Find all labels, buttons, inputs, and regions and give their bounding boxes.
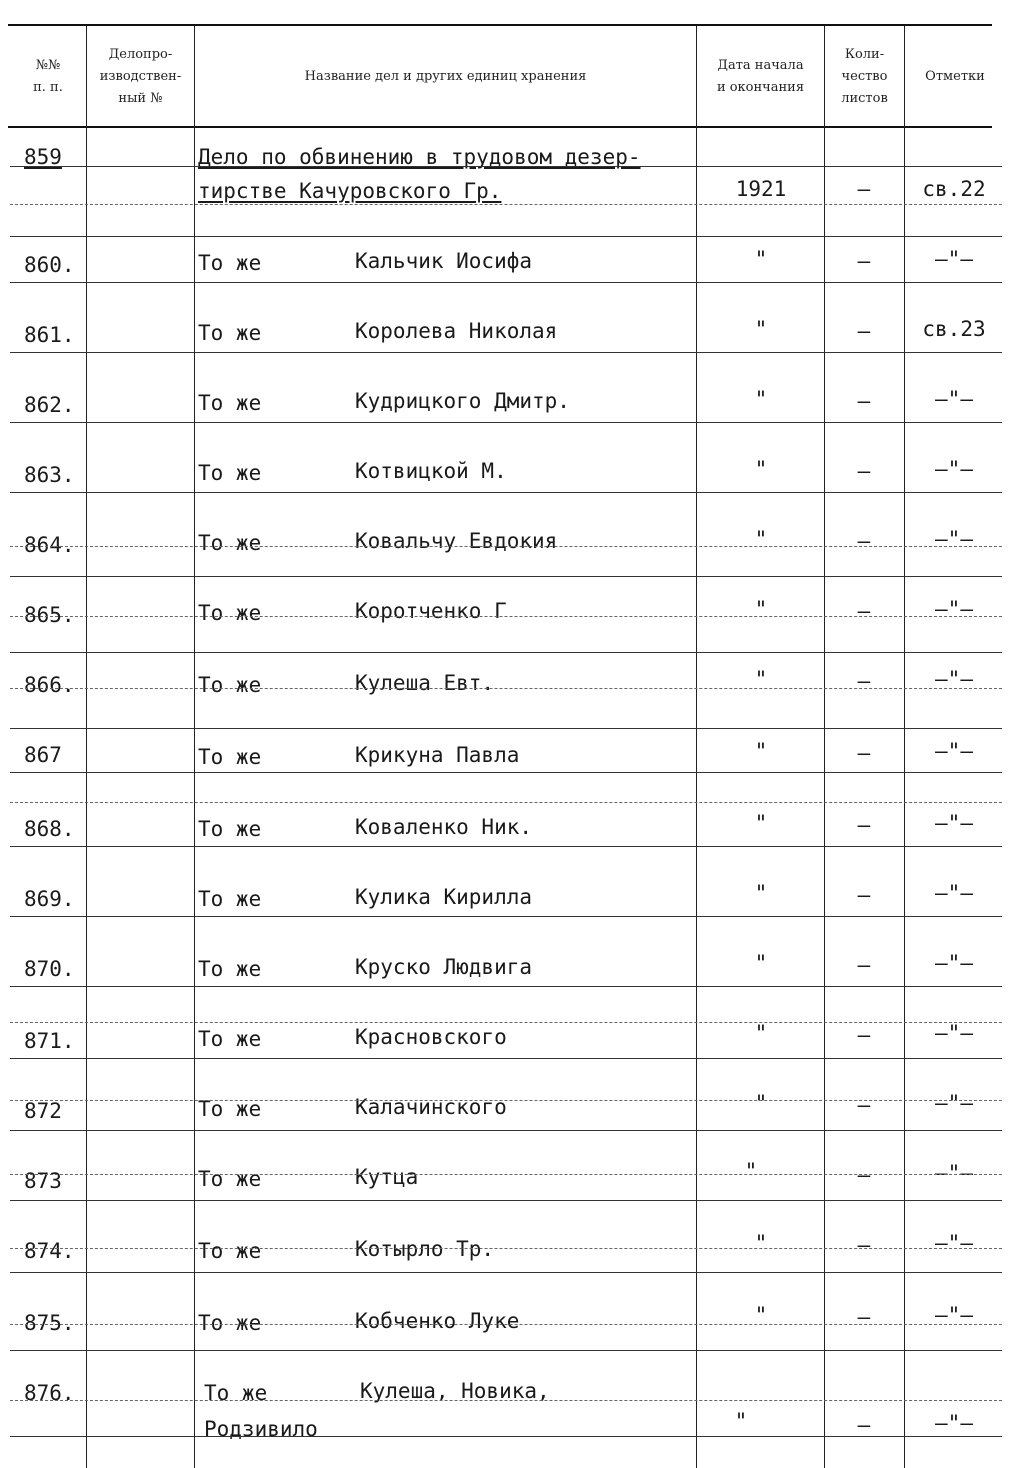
ditto-mark: " — [754, 597, 768, 621]
row-number: 873 — [24, 1169, 62, 1193]
person-name: Коваленко Ник. — [355, 815, 533, 839]
same-as-above: То же — [198, 887, 262, 911]
person-name: Кобченко Луке — [355, 1309, 520, 1333]
header-col-number: №№ п. п. — [33, 58, 63, 95]
sheet-count: – — [857, 669, 871, 693]
person-name: Кудрицкого Дмитр. — [355, 389, 570, 413]
ditto-mark: " — [744, 1159, 758, 1183]
sheet-count: – — [857, 1163, 871, 1187]
note: –"– — [935, 1161, 973, 1185]
ditto-mark: " — [754, 527, 768, 551]
row-rule — [10, 1100, 1002, 1101]
sheet-count: – — [857, 459, 871, 483]
table-row — [0, 876, 1024, 946]
row-rule — [10, 1436, 1002, 1437]
person-name: Кальчик Иосифа — [355, 249, 533, 273]
person-name: Круско Людвига — [355, 955, 533, 979]
note: –"– — [935, 387, 973, 411]
row-number: 875. — [24, 1311, 75, 1335]
note: –"– — [935, 739, 973, 763]
table-row — [0, 946, 1024, 1016]
row-number: 868. — [24, 817, 75, 841]
row-rule — [10, 616, 1002, 617]
row-number: 874. — [24, 1239, 75, 1263]
header-col-title: Название дел и других единиц хранения — [304, 69, 587, 84]
ditto-mark: " — [754, 881, 768, 905]
sheet-count: – — [857, 529, 871, 553]
note: –"– — [935, 1021, 973, 1045]
ditto-mark: " — [754, 739, 768, 763]
row-rule — [10, 986, 1002, 987]
person-name-line2: Родзивило — [204, 1417, 318, 1441]
same-as-above: То же — [198, 1311, 262, 1335]
row-number: 865. — [24, 603, 75, 627]
row-rule — [10, 492, 1002, 493]
ditto-mark: " — [754, 667, 768, 691]
header-col-sheets: Коли- чество листов — [841, 47, 888, 106]
row-rule — [10, 1058, 1002, 1059]
sheet-count: – — [857, 1023, 871, 1047]
row-rule — [10, 576, 1002, 577]
row-number: 866. — [24, 673, 75, 697]
ditto-mark: " — [754, 1021, 768, 1045]
person-name: Кулеша Евт. — [355, 671, 495, 695]
note: –"– — [935, 1303, 973, 1327]
sheet-count: – — [857, 389, 871, 413]
row-number: 861. — [24, 323, 75, 347]
row-number: 876. — [24, 1381, 75, 1405]
row-rule — [10, 1022, 1002, 1023]
sheet-count: – — [857, 177, 871, 201]
ditto-mark: " — [754, 457, 768, 481]
note: св.23 — [922, 317, 986, 341]
person-name: Кутца — [355, 1165, 419, 1189]
table-row — [0, 1086, 1024, 1156]
row-number: 860. — [24, 253, 75, 277]
table-row — [0, 1372, 1024, 1468]
table-row — [0, 526, 1024, 596]
row-rule — [10, 1174, 1002, 1175]
sheet-count: – — [857, 883, 871, 907]
row-number: 864. — [24, 533, 75, 557]
table-row — [0, 386, 1024, 456]
sheet-count: – — [857, 741, 871, 765]
same-as-above: То же — [198, 1027, 262, 1051]
table-row — [0, 806, 1024, 876]
row-rule — [10, 546, 1002, 547]
row-number: 862. — [24, 393, 75, 417]
row-rule — [10, 1324, 1002, 1325]
note: –"– — [935, 527, 973, 551]
note: –"– — [935, 951, 973, 975]
row-rule — [10, 1400, 1002, 1401]
note: св.22 — [922, 177, 986, 201]
sheet-count: – — [857, 1093, 871, 1117]
sheet-count: – — [857, 249, 871, 273]
row-rule — [10, 846, 1002, 847]
note: –"– — [935, 597, 973, 621]
table-row — [0, 246, 1024, 316]
same-as-above: То же — [198, 531, 262, 555]
table-row — [0, 316, 1024, 386]
ditto-mark: " — [754, 317, 768, 341]
row-number: 869. — [24, 887, 75, 911]
row-rule — [10, 422, 1002, 423]
row-rule — [10, 1130, 1002, 1131]
sheet-count: – — [857, 953, 871, 977]
row-number: 870. — [24, 957, 75, 981]
person-name: Ковальчу Евдокия — [355, 529, 558, 553]
same-as-above: То же — [198, 745, 262, 769]
row-number: 871. — [24, 1029, 75, 1053]
same-as-above: То же — [198, 391, 262, 415]
ditto-mark: " — [754, 387, 768, 411]
person-name: Калачинского — [355, 1095, 507, 1119]
row-rule — [10, 772, 1002, 773]
person-name: Крикуна Павла — [355, 743, 520, 767]
row-number: 863. — [24, 463, 75, 487]
row-number: 859 — [24, 145, 62, 169]
row-rule — [10, 282, 1002, 283]
sheet-count: – — [857, 1413, 871, 1437]
table-row — [0, 666, 1024, 736]
row-rule — [10, 1248, 1002, 1249]
row-rule — [10, 688, 1002, 689]
table-row — [0, 596, 1024, 666]
sheet-count: – — [857, 813, 871, 837]
case-title-line1: Дело по обвинению в трудовом дезер- — [198, 145, 641, 169]
same-as-above: То же — [198, 957, 262, 981]
same-as-above: То же — [198, 461, 262, 485]
note: –"– — [935, 881, 973, 905]
ditto-mark: " — [754, 1303, 768, 1327]
same-as-above: То же — [198, 673, 262, 697]
same-as-above: То же — [198, 601, 262, 625]
header-bottom-rule — [8, 126, 992, 128]
ditto-mark: " — [754, 1231, 768, 1255]
same-as-above: То же — [198, 251, 262, 275]
header-col-notes: Отметки — [925, 69, 985, 84]
row-rule — [10, 1350, 1002, 1351]
row-number: 867 — [24, 743, 62, 767]
row-rule — [10, 352, 1002, 353]
sheet-count: – — [857, 599, 871, 623]
ditto-mark: " — [754, 1091, 768, 1115]
sheet-count: – — [857, 1305, 871, 1329]
same-as-above: То же — [198, 1097, 262, 1121]
row-rule — [10, 802, 1002, 803]
case-date: 1921 — [735, 177, 787, 201]
row-rule — [10, 236, 1002, 237]
header-col-office-number: Делопро- изводствен- ный № — [99, 47, 182, 106]
person-name: Коротченко Г — [355, 599, 507, 623]
row-number: 872 — [24, 1099, 62, 1123]
header-col-dates: Дата начала и окончания — [716, 58, 805, 95]
table-row — [0, 736, 1024, 806]
note: –"– — [935, 1091, 973, 1115]
person-name: Кулика Кирилла — [355, 885, 533, 909]
same-as-above: То же — [198, 817, 262, 841]
same-as-above: То же — [204, 1381, 268, 1405]
table-row — [0, 1016, 1024, 1086]
table-row — [0, 1296, 1024, 1366]
ditto-mark: " — [754, 247, 768, 271]
same-as-above: То же — [198, 1167, 262, 1191]
person-name: Королева Николая — [355, 319, 558, 343]
person-name: Котвицкой М. — [355, 459, 507, 483]
same-as-above: То же — [198, 1239, 262, 1263]
person-name-line1: Кулеша, Новика, — [360, 1379, 550, 1403]
row-rule — [10, 1200, 1002, 1201]
row-rule — [10, 728, 1002, 729]
sheet-count: – — [857, 319, 871, 343]
row-rule — [10, 916, 1002, 917]
row-rule — [10, 652, 1002, 653]
ditto-mark: " — [754, 951, 768, 975]
table-row — [0, 1156, 1024, 1226]
note: –"– — [935, 1411, 973, 1435]
row-rule — [10, 204, 1002, 205]
row-rule — [10, 1272, 1002, 1273]
table-row — [0, 140, 1024, 240]
person-name: Красновского — [355, 1025, 507, 1049]
same-as-above: То же — [198, 321, 262, 345]
note: –"– — [935, 247, 973, 271]
row-rule — [10, 166, 1002, 167]
table-row — [0, 456, 1024, 526]
ditto-mark: " — [734, 1409, 748, 1433]
note: –"– — [935, 811, 973, 835]
case-title-line2: тирстве Качуровского Гр. — [198, 179, 502, 203]
table-row — [0, 1226, 1024, 1296]
note: –"– — [935, 667, 973, 691]
sheet-count: – — [857, 1233, 871, 1257]
note: –"– — [935, 457, 973, 481]
ditto-mark: " — [754, 811, 768, 835]
person-name: Котырло Тр. — [355, 1237, 495, 1261]
note: –"– — [935, 1231, 973, 1255]
header-top-rule — [8, 24, 992, 26]
